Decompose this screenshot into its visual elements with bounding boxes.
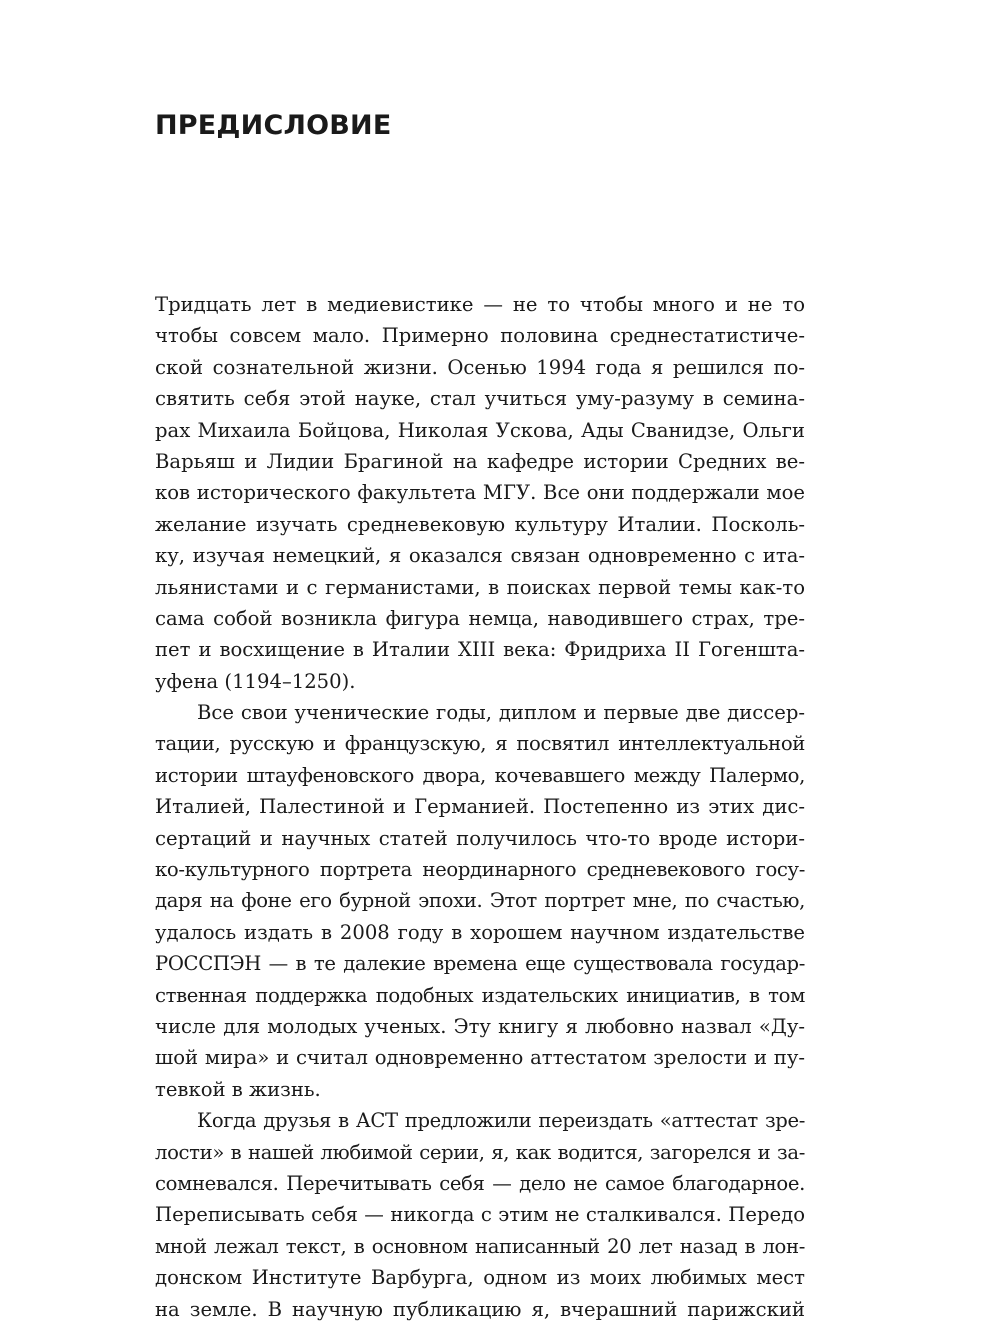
text-line: тации, русскую и французскую, я посвятил интеллектуальной <box>155 732 805 756</box>
text-line: Все свои ученические годы, диплом и первые две диссер- <box>197 701 805 725</box>
text-line: сама собой возникла фигура немца, наводившего страх, тре- <box>155 606 805 630</box>
text-line: ку, изучая немецкий, я оказался связан одновременно с ита- <box>155 544 805 568</box>
text-line: донском Институте Варбурга, одном из моих любимых мест <box>155 1266 805 1290</box>
text-line: Когда друзья в АСТ предложили переиздать «аттестат зре- <box>197 1109 805 1133</box>
text-line: Переписывать себя — никогда с этим не сталкивался. Передо <box>155 1203 805 1227</box>
text-line: уфена (1194–1250). <box>155 669 356 693</box>
text-line: ственная поддержка подобных издательских инициатив, в том <box>155 983 805 1007</box>
text-line: РОССПЭН — в те далекие времена еще существовала государ- <box>155 952 805 976</box>
text-line: шой мира» и считал одновременно аттестатом зрелости и пу- <box>155 1046 805 1070</box>
text-line: сертаций и научных статей получилось что-то вроде истори- <box>155 826 805 850</box>
text-line: пет и восхищение в Италии XIII века: Фридриха II Гогеншта- <box>155 638 805 662</box>
paragraph <box>155 289 805 697</box>
text-line: сомневался. Перечитывать себя — дело не самое благодарное. <box>155 1171 805 1195</box>
page-title: ПРЕДИСЛОВИЕ <box>155 110 392 141</box>
paragraph <box>155 697 805 1105</box>
text-line: ко-культурного портрета неординарного средневекового госу- <box>155 858 805 882</box>
text-line: лости» в нашей любимой серии, я, как водится, загорелся и за- <box>155 1140 805 1164</box>
text-line: Тридцать лет в медиевистике — не то чтобы много и не то <box>155 293 805 316</box>
paragraph <box>155 1105 805 1325</box>
text-line: рах Михаила Бойцова, Николая Ускова, Ады Сванидзе, Ольги <box>155 418 805 442</box>
text-line: Италией, Палестиной и Германией. Постепенно из этих дис- <box>155 795 805 819</box>
text-line: истории штауфеновского двора, кочевавшего между Палермо, <box>155 763 805 787</box>
text-line: Варьяш и Лидии Брагиной на кафедре истории Средних ве- <box>155 449 805 473</box>
body-text <box>155 289 805 1325</box>
text-line: удалось издать в 2008 году в хорошем научном издательстве <box>155 920 805 944</box>
text-line: чтобы совсем мало. Примерно половина среднестатистиче- <box>155 324 805 348</box>
text-line: тевкой в жизнь. <box>155 1077 321 1101</box>
text-line: желание изучать средневековую культуру Италии. Посколь- <box>155 512 805 536</box>
text-line: ской сознательной жизни. Осенью 1994 года я решился по- <box>155 355 805 379</box>
text-line: на земле. В научную публикацию я, вчерашний парижский <box>155 1297 805 1321</box>
text-line: святить себя этой науке, стал учиться уму-разуму в семина- <box>155 387 805 411</box>
text-line: ков исторического факультета МГУ. Все они поддержали мое <box>155 481 805 505</box>
text-line: льянистами и с германистами, в поисках первой темы как-то <box>155 575 805 599</box>
text-line: мной лежал текст, в основном написанный 20 лет назад в лон- <box>155 1234 805 1258</box>
text-line: числе для молодых ученых. Эту книгу я любовно назвал «Ду- <box>155 1014 805 1038</box>
text-line: даря на фоне его бурной эпохи. Этот портрет мне, по счастью, <box>155 889 805 913</box>
